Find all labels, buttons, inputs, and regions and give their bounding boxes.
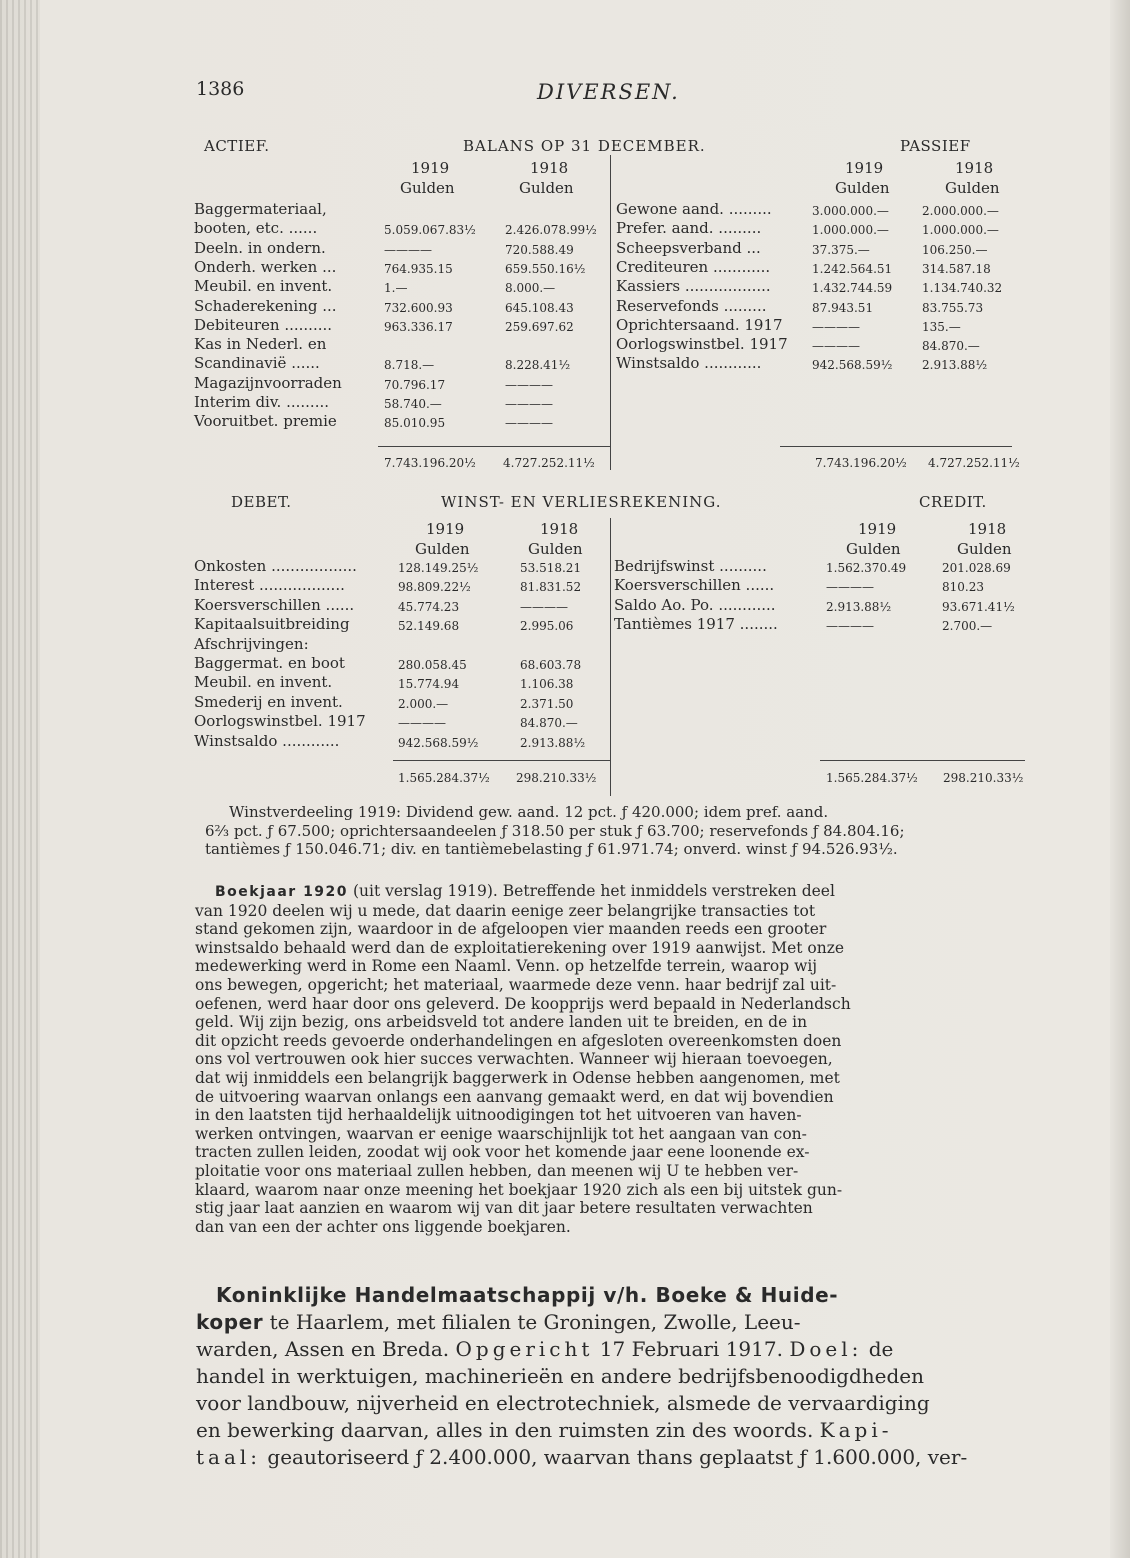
passief-row-label: Crediteuren ............	[616, 257, 771, 276]
actief-row-1919: 5.059.067.83½	[384, 223, 476, 238]
boekjaar-line: oefenen, werd haar door ons geleverd. De koopprijs werd bepaald in Nederlandsch	[195, 994, 851, 1013]
credit-row-1918: 93.671.41½	[942, 599, 1015, 614]
actief-row-label: Schaderekening ...	[194, 296, 337, 315]
credit-total-1919: 1.565.284.37½	[826, 771, 918, 785]
actief-row-1918: 645.108.43	[505, 300, 574, 315]
boekjaar-line: werken ontvingen, waarvan er eenige waarschijnlijk tot het aangaan van con-	[195, 1124, 807, 1143]
debet-row-label: Afschrijvingen:	[194, 634, 309, 653]
passief-row-label: Winstsaldo ............	[616, 354, 762, 373]
debet-row-label: Interest ..................	[194, 576, 345, 595]
company-name: Koninklijke Handelmaatschappij v/h. Boeke & Huide-	[216, 1283, 839, 1307]
debet-unit-1919: Gulden	[415, 540, 470, 558]
boekjaar-line: stig jaar laat aanzien en waarom wij van dit jaar betere resultaten verwachten	[195, 1199, 813, 1218]
actief-row-1918: 2.426.078.99½	[505, 223, 597, 238]
passief-row-label: Oorlogswinstbel. 1917	[616, 335, 788, 354]
actief-label: ACTIEF.	[204, 137, 270, 155]
passief-total-1918: 4.727.252.11½	[928, 456, 1020, 470]
page-number: 1386	[196, 78, 245, 100]
credit-label: CREDIT.	[919, 493, 987, 511]
debet-row-1918: 2.913.88½	[520, 735, 586, 750]
credit-total-rule	[820, 760, 1025, 761]
passief-total-1919: 7.743.196.20½	[815, 456, 907, 470]
actief-unit-1918: Gulden	[519, 179, 574, 197]
boekjaar-line: ons bewegen, opgericht; het materiaal, waarmede deze venn. haar bedrijf zal uit-	[195, 975, 837, 994]
company-text: voor landbouw, nijverheid en electrotechniek, alsmede de vervaardiging	[196, 1391, 930, 1415]
actief-row-1919: 963.336.17	[384, 319, 453, 334]
credit-row-label: Tantièmes 1917 ........	[614, 615, 778, 634]
passief-row-label: Scheepsverband ...	[616, 238, 761, 257]
balans-title: BALANS OP 31 DECEMBER.	[463, 137, 706, 155]
debet-row-label: Smederij en invent.	[194, 692, 343, 711]
passief-row-label: Kassiers ..................	[616, 277, 771, 296]
winstverdeeling-line: 6⅔ pct. ƒ 67.500; oprichtersaandeelen ƒ 318.50 per stuk ƒ 63.700; reservefonds ƒ 84.804.16;	[205, 821, 905, 840]
passief-row-1918: 84.870.—	[922, 339, 980, 354]
boekjaar-line: stand gekomen zijn, waardoor in de afgeloopen vier maanden reeds een grooter	[195, 920, 827, 939]
credit-year-1919: 1919	[858, 520, 897, 538]
debet-row-1919: 942.568.59½	[398, 735, 479, 750]
actief-row-label: Deeln. in ondern.	[194, 238, 326, 257]
boekjaar-line: de uitvoering waarvan onlangs een aanvang gemaakt werd, en dat wij bovendien	[195, 1087, 834, 1106]
credit-row-1919: 2.913.88½	[826, 599, 892, 614]
actief-row-1919: 70.796.17	[384, 377, 446, 392]
credit-row-1918: 2.700.—	[942, 619, 993, 634]
credit-row-label: Bedrijfswinst ..........	[614, 557, 767, 575]
debet-row-1919: 98.809.22½	[398, 580, 471, 595]
credit-row-1919: ————	[826, 580, 874, 595]
passief-row-label: Reservefonds .........	[616, 296, 767, 315]
debet-unit-1918: Gulden	[528, 540, 583, 558]
actief-row-1918: 8.228.41½	[505, 358, 571, 373]
credit-row-1919: ————	[826, 619, 874, 634]
debet-row-1919: 280.058.45	[398, 658, 467, 672]
debet-row-1919: ————	[398, 716, 446, 731]
passief-year-1919: 1919	[845, 159, 884, 177]
passief-total-rule	[780, 446, 1012, 447]
debet-row-label: Oorlogswinstbel. 1917	[194, 712, 366, 731]
winstverdeeling	[205, 803, 1020, 859]
debet-total-1919: 1.565.284.37½	[398, 771, 490, 785]
passief-row-1918: 135.—	[922, 319, 961, 334]
kapitaal-text: geautoriseerd ƒ 2.400.000, waarvan thans geplaatst ƒ 1.600.000, ver-	[261, 1445, 968, 1469]
actief-row-label: booten, etc. ......	[194, 219, 318, 238]
debet-row-label: Baggermat. en boot	[194, 654, 345, 672]
credit-row-1918: 201.028.69	[942, 561, 1011, 575]
passief-row-1918: 1.134.740.32	[922, 281, 1003, 296]
debet-row-1918: 2.371.50	[520, 696, 574, 711]
debet-row-1918: 53.518.21	[520, 561, 582, 575]
credit-row-label: Saldo Ao. Po. ............	[614, 595, 776, 614]
boekjaar-line: geld. Wij zijn bezig, ons arbeidsveld tot andere landen uit te breiden, en de in	[195, 1013, 808, 1032]
actief-row-1919: 8.718.—	[384, 358, 435, 373]
debet-row-1919: 52.149.68	[398, 619, 460, 634]
debet-row-label: Winstsaldo ............	[194, 731, 340, 750]
kapitaal-label: Kapi-	[819, 1418, 893, 1442]
winst-title: WINST- EN VERLIESREKENING.	[441, 493, 722, 511]
actief-row-1919: 764.935.15	[384, 261, 453, 276]
doel-label: Doel:	[789, 1337, 863, 1361]
actief-row-1919: ————	[384, 242, 432, 257]
debet-row-1918: 84.870.—	[520, 716, 578, 731]
actief-row-1918: ————	[505, 397, 553, 411]
actief-row-1919: 1.—	[384, 281, 408, 296]
boekjaar-line: (uit verslag 1919). Betreffende het inmiddels verstreken deel	[348, 882, 835, 900]
actief-row-label: Interim div. .........	[194, 393, 329, 411]
boekjaar-line: tracten zullen leiden, zoodat wij ook voor het komende jaar eene loonende ex-	[195, 1143, 810, 1162]
passief-row-1919: 1.242.564.51	[812, 261, 893, 276]
credit-unit-1918: Gulden	[957, 540, 1012, 558]
debet-row-1919: 2.000.—	[398, 696, 449, 711]
company-location: te Haarlem, met filialen te Groningen, Zwolle, Leeu-	[263, 1310, 801, 1334]
balans-divider	[610, 155, 611, 470]
actief-row-1918: ————	[505, 416, 553, 431]
actief-row-label: Onderh. werken ...	[194, 257, 337, 276]
debet-row-1918: 2.995.06	[520, 619, 574, 634]
actief-row-1918: 259.697.62	[505, 319, 574, 334]
opgericht-date: 17 Februari 1917.	[593, 1337, 790, 1361]
actief-unit-1919: Gulden	[400, 179, 455, 197]
passief-unit-1919: Gulden	[835, 179, 890, 197]
passief-row-1919: 3.000.000.—	[812, 204, 889, 218]
page-edge	[1110, 0, 1130, 1558]
debet-row-1919: 15.774.94	[398, 677, 460, 692]
actief-row-label: Debiteuren ..........	[194, 315, 333, 334]
passief-row-1918: 83.755.73	[922, 300, 984, 315]
boekjaar-line: winstsaldo behaald werd dan de exploitatierekening over 1919 aanwijst. Met onze	[195, 938, 845, 957]
passief-label: PASSIEF	[900, 137, 971, 155]
debet-row-label: Meubil. en invent.	[194, 673, 333, 692]
passief-unit-1918: Gulden	[945, 179, 1000, 197]
passief-row-1919: 37.375.—	[812, 242, 870, 257]
debet-total-rule	[393, 760, 610, 761]
credit-row-1919: 1.562.370.49	[826, 561, 907, 575]
actief-row-label: Scandinavië ......	[194, 354, 320, 373]
boekjaar-line: klaard, waarom naar onze meening het boekjaar 1920 zich als een bij uitstek gun-	[195, 1180, 843, 1199]
debet-row-1918: 1.106.38	[520, 677, 574, 692]
boekjaar-line: ploitatie voor ons materiaal zullen hebben, dan meenen wij U te hebben ver-	[195, 1161, 799, 1180]
winst-divider	[610, 518, 611, 796]
company-name-cont: koper	[196, 1310, 264, 1334]
boekjaar-label: Boekjaar 1920	[215, 884, 349, 900]
boekjaar-line: ons vol vertrouwen ook hier succes verwachten. Wanneer wij hieraan toevoegen,	[195, 1050, 833, 1069]
debet-label: DEBET.	[231, 493, 292, 511]
actief-year-1919: 1919	[411, 159, 450, 177]
passief-row-1918: 2.000.000.—	[922, 204, 999, 218]
passief-row-label: Prefer. aand. .........	[616, 219, 762, 238]
boekjaar-line: in den laatsten tijd herhaaldelijk uitnoodigingen tot het uitvoeren van haven-	[195, 1106, 802, 1125]
credit-year-1918: 1918	[968, 520, 1007, 538]
boekjaar-line: dit opzicht reeds gevoerde onderhandelingen en afgesloten overeenkomsten doen	[195, 1031, 842, 1050]
passief-row-1919: 1.000.000.—	[812, 223, 889, 238]
page-binding	[0, 0, 40, 1558]
passief-row-1919: ————	[812, 319, 860, 334]
passief-row-1918: 2.913.88½	[922, 358, 988, 373]
boekjaar-line: dat wij inmiddels een belangrijk baggerwerk in Odense hebben aangenomen, met	[195, 1068, 840, 1087]
actief-row-1918: 8.000.—	[505, 281, 556, 296]
boekjaar-paragraph	[195, 882, 1015, 1236]
running-head: DIVERSEN.	[537, 80, 680, 104]
actief-row-1918: 659.550.16½	[505, 261, 586, 276]
passief-row-1918: 1.000.000.—	[922, 223, 999, 238]
company-text: handel in werktuigen, machinerieën en andere bedrijfsbenoodigdheden	[196, 1364, 925, 1388]
debet-row-label: Kapitaalsuitbreiding	[194, 615, 350, 634]
debet-row-1919: 45.774.23	[398, 599, 460, 614]
company-cities: warden, Assen en Breda.	[196, 1337, 456, 1361]
credit-total-1918: 298.210.33½	[943, 771, 1024, 785]
actief-total-1918: 4.727.252.11½	[503, 456, 595, 470]
winstverdeeling-line: tantièmes ƒ 150.046.71; div. en tantièmebelasting ƒ 61.971.74; onverd. winst ƒ 94.526.93½.	[205, 840, 898, 858]
actief-row-label: Vooruitbet. premie	[194, 412, 337, 431]
passief-row-1918: 314.587.18	[922, 261, 991, 276]
passief-row-1919: 87.943.51	[812, 300, 874, 315]
actief-row-1919: 58.740.—	[384, 397, 442, 411]
actief-total-1919: 7.743.196.20½	[384, 456, 476, 470]
boekjaar-line: van 1920 deelen wij u mede, dat daarin eenige zeer belangrijke transacties tot	[195, 901, 816, 920]
passief-row-1919: 1.432.744.59	[812, 281, 893, 296]
debet-row-1919: 128.149.25½	[398, 561, 479, 575]
credit-row-label: Koersverschillen ......	[614, 576, 775, 595]
debet-year-1918: 1918	[540, 520, 579, 538]
boekjaar-line: dan van een der achter ons liggende boekjaren.	[195, 1217, 571, 1236]
company-text: de	[862, 1337, 894, 1361]
company-paragraph	[196, 1282, 1021, 1471]
actief-row-1918: 720.588.49	[505, 242, 574, 257]
actief-row-label: Baggermateriaal,	[194, 200, 327, 218]
debet-row-label: Koersverschillen ......	[194, 595, 355, 614]
credit-row-1918: 810.23	[942, 580, 984, 595]
passief-year-1918: 1918	[955, 159, 994, 177]
debet-row-1918: ————	[520, 599, 568, 614]
actief-row-1919: 85.010.95	[384, 416, 446, 431]
passief-row-label: Oprichtersaand. 1917	[616, 315, 783, 334]
actief-total-rule	[378, 446, 610, 447]
debet-row-label: Onkosten ..................	[194, 557, 357, 575]
winstverdeeling-line: Winstverdeeling 1919: Dividend gew. aand. 12 pct. ƒ 420.000; idem pref. aand.	[229, 803, 829, 821]
actief-row-label: Kas in Nederl. en	[194, 335, 327, 354]
passief-row-1919: 942.568.59½	[812, 358, 893, 373]
debet-row-1918: 68.603.78	[520, 658, 582, 672]
debet-total-1918: 298.210.33½	[516, 771, 597, 785]
passief-row-1918: 106.250.—	[922, 242, 988, 257]
company-text: en bewerking daarvan, alles in den ruimsten zin des woords.	[196, 1418, 820, 1442]
credit-unit-1919: Gulden	[846, 540, 901, 558]
actief-year-1918: 1918	[530, 159, 569, 177]
actief-row-1919: 732.600.93	[384, 300, 453, 315]
kapitaal-label-cont: taal:	[196, 1445, 262, 1469]
passief-row-1919: ————	[812, 339, 860, 354]
actief-row-1918: ————	[505, 377, 553, 392]
actief-row-label: Magazijnvoorraden	[194, 373, 342, 392]
boekjaar-line: medewerking werd in Rome een Naaml. Venn. op hetzelfde terrein, waarop wij	[195, 957, 818, 976]
opgericht-label: Opgericht	[455, 1337, 594, 1361]
passief-row-label: Gewone aand. .........	[616, 200, 772, 218]
debet-row-1918: 81.831.52	[520, 580, 582, 595]
debet-year-1919: 1919	[426, 520, 465, 538]
actief-row-label: Meubil. en invent.	[194, 277, 333, 296]
